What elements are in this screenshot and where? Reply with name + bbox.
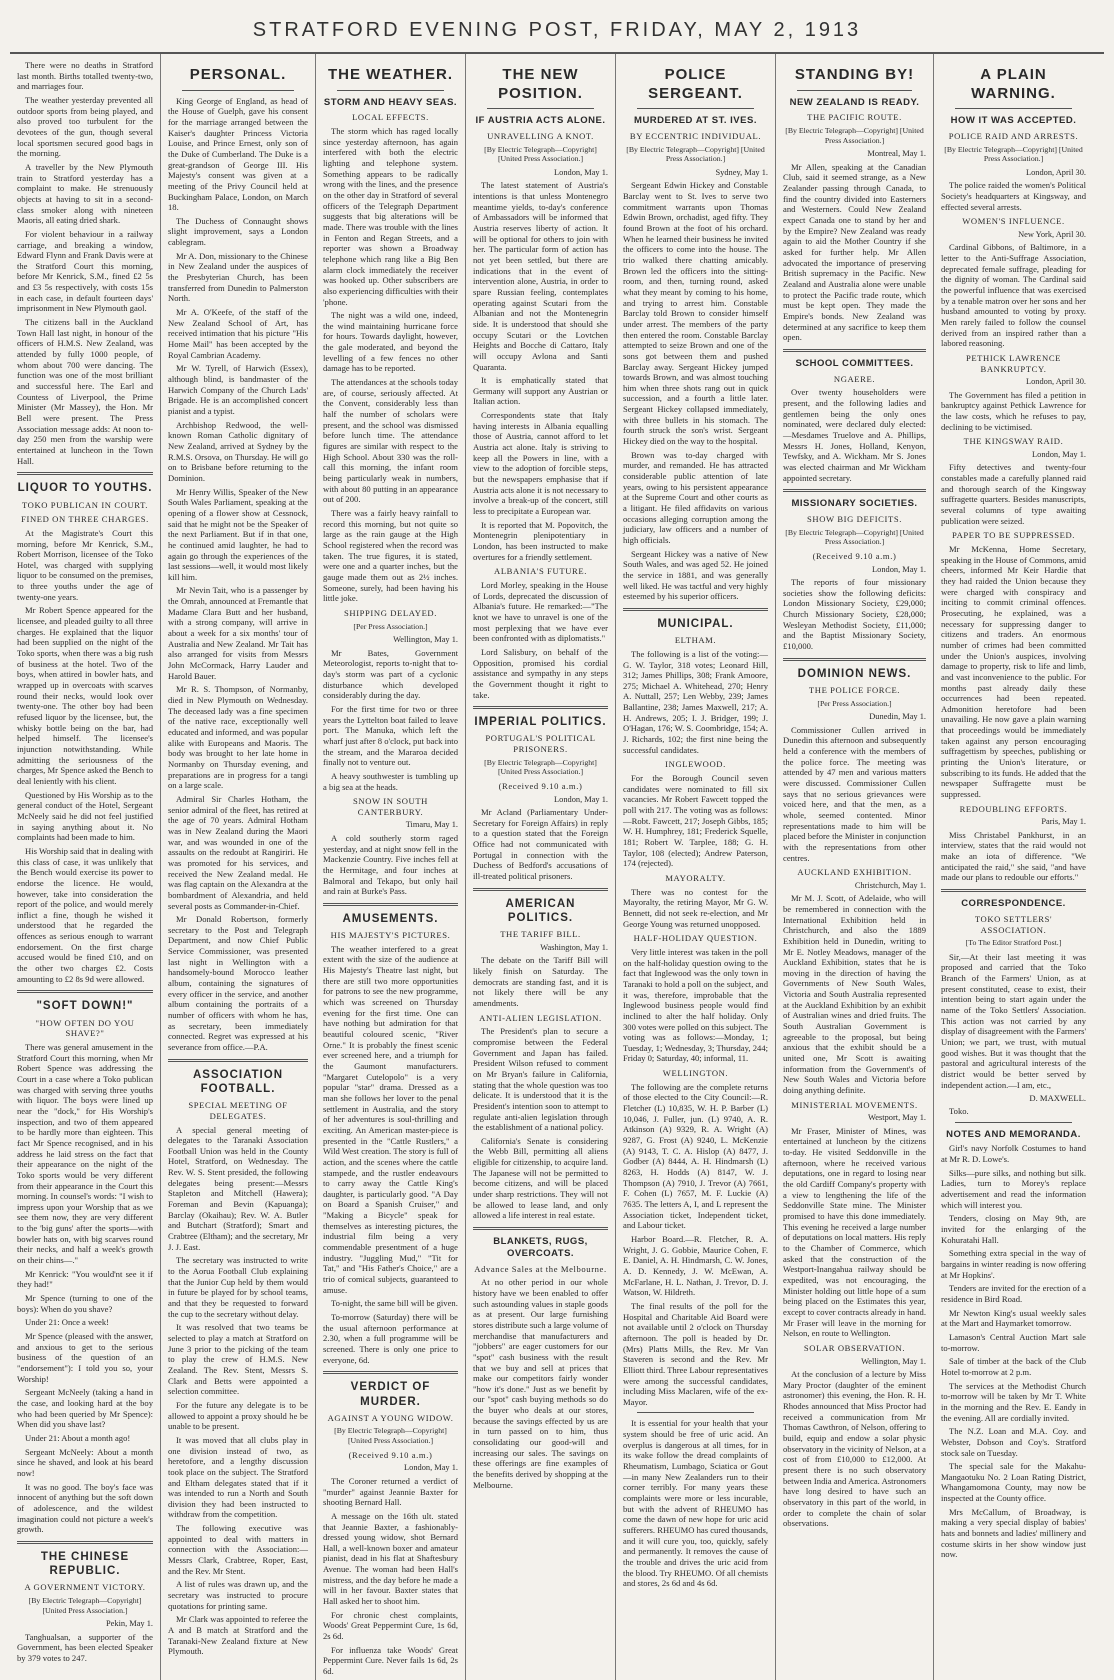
paragraph: The Coroner returned a verdict of "murder" against Jeannie Baxter for shooting Bernard Hall.	[323, 1475, 458, 1508]
received-time: (Received 9.10 a.m.)	[498, 781, 583, 792]
credit-line: [By Electric Telegraph—Copyright] [United Press Association.]	[484, 757, 597, 777]
paragraph: Under 21: Once a week!	[25, 1317, 109, 1328]
dateline: Westport, May 1.	[868, 1113, 926, 1123]
paragraph: The special sale for the Makahu-Mangaotuku No. 2 Loan Rating District, Whangamomona County, may now be inspected at the County office.	[941, 1461, 1086, 1504]
paragraph: For influenza take Woods' Great Peppermint Cure. Never fails 1s 6d, 2s 6d.	[323, 1644, 458, 1677]
subhead: MURDERED AT ST. IVES.	[634, 115, 757, 127]
subhead: HOW IT WAS ACCEPTED.	[950, 115, 1077, 127]
dateline: London, May 1.	[1032, 449, 1086, 459]
subhead: FINED ON THREE CHARGES.	[21, 514, 149, 525]
divider	[955, 108, 1072, 109]
subhead: NGAERE.	[833, 373, 876, 384]
paragraph: Brown was to-day charged with murder, and remanded. He has attracted considerable public attention of late years, owing to his persistent appearance at the Supreme Court and other courts as a litigant. He filed affidavits on various occasions alleging corruption among the judiciary, law officers and a number of high officials.	[623, 449, 768, 545]
paragraph: It is reported that M. Popovitch, the Montenegrin plenipotentiary in London, has been instructed to make overtures for a friendly settlement.	[473, 519, 608, 562]
paragraph: Mr Donald Robertson, formerly secretary to the Post and Telegraph Department, and now Chief Public Service Commissioner, was presented last night in Wellington with a handsomely-bound Morocco leather album, containing the signatures of every officer in the service, and another album containing the portraits of a number of officers with whom he has, as secretary, been immediately connected. Regret was expressed at his severance from office.—P.A.	[168, 914, 308, 1053]
subhead: POLICE RAID AND ARRESTS.	[948, 130, 1079, 141]
headline-amusements: AMUSEMENTS.	[342, 912, 439, 925]
divider	[323, 1371, 458, 1374]
subhead: SNOW IN SOUTH CANTERBURY.	[353, 796, 428, 817]
paragraph: It was moved that all clubs play in one division instead of two, as heretofore, and a lengthy discussion took place on the subject. The Stratford and Eltham delegates stated that if it was intended to run a North and South division they had been instructed to withdraw from the competition.	[168, 1434, 308, 1520]
paragraph: Miss Christabel Pankhurst, in an interview, states that the raid would not make an iota of difference. "We anticipated the raid," she said, "and have made our plans to redouble our efforts."	[941, 829, 1086, 883]
paragraph: Sir,—At their last meeting it was proposed and carried that the Toko Branch of the Farmers' Union, as at present constituted, cease to exist, their intention being to start again under the name of the Toko Settlers' Association. This action was not carried by any display of disagreement with the Farmers' Union; we part, we trust, with mutual good wishes. But it was thought that the pastoral and agricultural interests of the district would be better served by independent action.—I am, etc.,	[941, 951, 1086, 1090]
paragraph: The reports of four missionary societies show the following deficits: London Missionary Society, £29,000; Church Missionary Society, £28,000; Wesleyan Methodist Society, £11,000; and the Baptist Missionary Society, £10,000.	[783, 577, 926, 651]
paragraph: Sergeant Edwin Hickey and Constable Barclay went to St. Ives to serve two commitment warrants upon Thomas Edwin Brown, orchadist, aged fifty. They found Brown at the foot of his orchard. When he learned their business he invited the officers to come into the house. The trio walked there chatting amicably. Brown led the officers into the sitting-room, and then, turning round, asked what they meant by coming to his home, and trying to arrest him. Constable Barclay told Brown to consider himself under arrest. The members of the party then entered the room. Constable Barclay attempted to seize Brown and one of the sons got between them and pushed Barclay away. Sergeant Hickey jumped towards Brown, and was almost touching him when three shots rang out in quick succession, and a fourth a little later. Sergeant Hickey collapsed immediately, with three bullets in his stomach. The fourth struck the son's wrist. Sergeant Hickey died on the way to the hospital.	[623, 180, 768, 447]
paragraph: The citizens ball in the Auckland Town Hall last night, in honour of the officers of H.M.S. New Zealand, was attended by fully 1000 people, of whom about 700 were dancing. The function was one of the most brilliant and successful here. The Earl and Countess of Liverpool, the Prime Minister (Mr Massey), the Hon. Mr Bell were present. The Press Association message adds: At noon to-day 250 men from the warship were entertained at luncheon in the Town Hall.	[17, 317, 153, 466]
credit-line: [By Electric Telegraph—Copyright] [United Press Association.]	[785, 527, 924, 547]
paragraph: For violent behaviour in a railway carriage, and breaking a window, Edward Flynn and Frank Davis were at the Stratford Court this morning, before Mr Kenrick, S.M., fined £2 5s and £3 5s respectively, with costs 15s in each case, in default fourteen days' imprisonment in New Plymouth gaol.	[17, 228, 153, 314]
dateline: Dunedin, May 1.	[869, 712, 926, 722]
paragraph: Tenders, closing on May 9th, are invited for the enlarging of the Kohuratahi Hall.	[941, 1213, 1086, 1245]
paragraph: It is emphatically stated that Germany will support any Austrian or Italian action.	[473, 375, 608, 407]
paragraph: Admiral Sir Charles Hotham, the senior admiral of the fleet, has retired at the age of 70 years. Admiral Hotham was in New Zealand during the Maori war, and was wounded in one of the assaults on the redoubt at Rangiriri. He was promoted for his services, and received the New Zealand medal. He was flag captain on the Alexandra at the bombardment of Alexandria, and held several posts as Commander-in-Chief.	[168, 793, 308, 911]
divider	[941, 889, 1086, 892]
headline-imperial-politics: IMPERIAL POLITICS.	[474, 716, 607, 729]
paragraph: At the Magistrate's Court this morning, before Mr Kenrick, S.M., Robert Morrison, licensee of the Toko Hotel, was charged with supplying liquor to be consumed on the premises, to three youths under the age of twenty-one years.	[17, 527, 153, 602]
columns	[10, 54, 1104, 1677]
paragraph: A heavy southwester is tumbling up a big sea at the heads.	[323, 770, 458, 792]
column-5	[615, 54, 775, 1680]
subhead: WELLINGTON.	[662, 1068, 729, 1079]
column-4	[465, 54, 615, 1680]
paragraph: There was general amusement in the Stratford Court this morning, when Mr Robert Spence was addressing the Court in a case where a Toko publican was charged with serving three youths with liquor. The boys were lined up near the "dock," for His Worship's inspection, and two of them appeared to be hardly more than eighteen. This fact Mr Spence recognised, and in his address he laid stress on the fact that their appearance on the night of the Toko sports would be very different from their appearance in the Court this morning. In counsel's words: "I wish to impress upon your Worship that as we see them now, they are very different to the 'big guns' after the sports—with bowler hats on, with big scarves round their necks, and half a week's growth on their chins—."	[17, 1041, 153, 1266]
subhead: PAPER TO BE SUPPRESSED.	[951, 530, 1076, 541]
subhead: THE TARIFF BILL.	[500, 929, 581, 940]
paragraph: Sale of timber at the back of the Club Hotel to-morrow at 2 p.m.	[941, 1356, 1086, 1377]
dateline: Washington, May 1.	[540, 942, 608, 952]
paragraph: Lord Salisbury, on behalf of the Opposition, promised his cordial assistance and sympathy in any steps the Government thought it right to take.	[473, 646, 608, 700]
paragraph: Mr Robert Spence appeared for the licensee, and pleaded guilty to all three charges. He explained that the liquor had been supplied on the night of the Toko sports, when there was a big rush of business at the hotel. Two of the boys, when attired in bowler hats, and wrapped up in overcoats with scarves round their necks, would look over twenty-one. The other boy had been refused liquor by the licensee, but, the whisky bottle being on the bar, had helped himself. The licensee's injunction notwithstanding. While admitting the seriousness of the charges, Mr Spence asked the Bench to deal leniently with his client.	[17, 605, 153, 786]
received-time: (Received 9.10 a.m.)	[812, 550, 897, 561]
headline-personal: PERSONAL.	[189, 66, 287, 83]
paragraph: California's Senate is considering the Webb Bill, permitting all aliens eligible for citizenship, to acquire land. The Japanese will not be permitted to become citizens, and will be placed under sharp restrictions. They will not be allowed to lease land, and only allowed a life interest in real estate.	[473, 1135, 608, 1221]
paragraph: King George of England, as head of the House of Guelph, gave his consent for the marriage arranged between the Kaiser's daughter Princess Victoria Louise, and Prince Ernest, only son of the Duke of Cumberland. The Duke is a great-grandson of George III. His Majesty's consent was given at a meeting of the Privy Council held at Buckingham Palace, London, on March 18.	[168, 95, 308, 213]
paragraph: Harbor Board.—R. Fletcher, R. A. Wright, J. G. Gobbie, Maurice Cohen, F. E. Daniel, A. H. Hindmarsh, C. W. Jones, A. D. Kennedy, J. W. McEwan, A. McFarlane, H. L. Nathan, J. Trevor, D. J. Watson, W. Hildreth.	[623, 1233, 768, 1298]
divider	[797, 90, 912, 91]
headline-liquor: LIQUOR TO YOUTHS.	[17, 482, 153, 495]
paragraph: Cardinal Gibbons, of Baltimore, in a letter to the Anti-Suffrage Association, deprecated female suffrage, pleading for the dignity of woman. The Cardinal said the powerful influence that was exercised by a tenable matron over her sons and her husband amounted to voting by proxy. Men rarely failed to follow the counsel derived from an inspired rather than a labored reasoning.	[941, 242, 1086, 349]
dateline: London, May 1.	[554, 167, 608, 177]
divider	[637, 108, 754, 109]
paragraph: Mr Clark was appointed to referee the A and B match at Stratford and the Taranaki-New Zealand fixture at New Plymouth.	[168, 1614, 308, 1657]
paragraph: Tanghualsan, a supporter of the Government, has been elected Speaker by 379 votes to 247.	[17, 1631, 153, 1664]
paragraph: The attendances at the schools today are, of course, seriously affected. At the Convent, considerably less than half the number of scholars were present, and the school was dismissed before lunch time. The attendance figures are similar with respect to the High School. About 330 was the roll-call this morning, the infant room being particularly weak in numbers, with about 80 putting in an appearance out of 200.	[323, 377, 458, 505]
subhead: LOCAL EFFECTS.	[352, 112, 429, 123]
paragraph: Sergeant McNeely: About a month since he shaved, and look at his beard now!	[17, 1446, 153, 1478]
headline-school-committees: SCHOOL COMMITTEES.	[795, 357, 914, 369]
subhead: INGLEWOOD.	[665, 759, 726, 770]
dateline: London, May 1.	[872, 564, 926, 574]
paragraph: The services at the Methodist Church to-morrow will be taken by Mr T. White in the morning and the Rev. E. Eandy in the evening. All are cordially invited.	[941, 1380, 1086, 1423]
subhead: HIS MAJESTY'S PICTURES.	[330, 930, 451, 941]
divider	[17, 990, 153, 993]
paragraph: Mr Spence (pleased with the answer, and anxious to get to the serious business of the question of an "endorsement"): I told you so, your Worship!	[17, 1331, 153, 1384]
dateline: Wellington, May 1.	[861, 1356, 926, 1366]
masthead	[10, 8, 1104, 54]
headline-dominion-news: DOMINION NEWS.	[797, 667, 912, 680]
dateline: Montreal, May 1.	[867, 149, 926, 159]
credit-line: [Per Press Association.]	[353, 621, 428, 631]
headline-american-politics: AMERICAN POLITICS.	[505, 897, 576, 924]
headline-plain-warning: A PLAIN WARNING.	[971, 66, 1056, 102]
paragraph: Under 21: About a month ago!	[25, 1432, 131, 1443]
paragraph: Mr A. O'Keefe, of the staff of the New Zealand School of Art, has received intimation that his picture "His Home Mail" has been accepted by the Royal Cambrian Academy.	[168, 307, 308, 360]
dateline: Pekin, May 1.	[106, 1619, 153, 1629]
paragraph: Commissioner Cullen arrived in Dunedin this afternoon and subsequently held a conference with the members of the police force. The meeting was attended by 47 men and various matters were discussed. Commissioner Cullen says that no serious grievances were voiced here, and that the men, as a whole, seemed contented. Minor representations made to him will be placed before the Minister in conjunction with the representations from other centres.	[783, 724, 926, 863]
dateline: Wellington, May 1.	[393, 635, 458, 645]
divider	[473, 706, 608, 709]
paragraph: Mr M. J. Scott, of Adelaide, who will be remembered in connection with the International Exhibition held in Christchurch, and also the 1889 Exhibition held in Dunedin, writing to Mr E. Notley Meadows, manager of the Auckland Exhibition, states that he is moving in the direction of having the Governments of New South Wales, Victoria and South Australia represented at the Auckland Exhibition by an exhibit of Australian wines and dried fruits. The South Australian Government is agreeable to the proposal, but being anxious that the exhibit should be a united one, Mr Scott is awaiting information from the Government's of New South Wales and Victoria before doing anything definite.	[783, 893, 926, 1096]
paragraph: The President's plan to secure a compromise between the Federal Government and Japan has failed. President Wilson refused to comment on Mr Bryan's failure in California, stating that the whole question was too delicate. It is understood that it is the President's intention soon to attempt to regulate anti-alien legislation through the establishment of a national policy.	[473, 1026, 608, 1133]
subhead: PORTUGAL'S POLITICAL PRISONERS.	[485, 733, 596, 755]
paragraph: The following is a list of the voting:—G. W. Taylor, 318 votes; Leonard Hill, 312; James Phillips, 308; Frank Amoore, 275; Michael A. Whitehead, 270; Henry A. Nuttall, 257; Len Webby, 239; James Ballantine, 238; James Maxwell, 217; A. H. Andrews, 205; I. J. Bridger, 199; J. O'Hagan, 176; W. S. Coombridge, 154; A. J. Richards, 102; the first nine being the successful candidates.	[623, 648, 769, 755]
paragraph: Silks—pure silks, and nothing but silk. Ladies, turn to Morey's replace advertisement and read the information which will interest you.	[941, 1167, 1086, 1210]
paragraph: Mr W. Tyrell, of Harwich (Essex), although blind, is bandmaster of the Harwich Company of the Church Lads' Brigade. He is an accomplished concert pianist and a typist.	[168, 363, 308, 416]
paragraph: Something extra special in the way of bargains in winter reading is now offering at Mr Hopkins'.	[941, 1248, 1086, 1280]
subhead: TOKO PUBLICAN IN COURT.	[21, 499, 149, 510]
paragraph: There was a fairly heavy rainfall to record this morning, but not quite so large as the rain gauge at the High School registered when the record was taken. The true figures, it is stated, were one and a quarter inches, but the gauge made them out as 2½ inches. Someone, surely, had been having his little joke.	[323, 507, 458, 604]
dateline: New York, April 30.	[1018, 229, 1086, 239]
paragraph: For the Borough Council seven candidates were nominated to fill six vacancies. Mr Robert Fawcett topped the poll with 217. The voting was as follows:—Robt. Fawcett, 217; Joseph Gibbs, 185; W. H. Humphrey, 181; Frederick Squelle, 181; Robert W. Tarplee, 188; G. H. Taylor, 108 (elected); Andrew Paterson, 174 (rejected).	[623, 773, 768, 869]
divider	[323, 903, 458, 906]
divider	[337, 90, 444, 91]
headline-correspondence: CORRESPONDENCE.	[961, 898, 1066, 910]
divider	[955, 1122, 1072, 1123]
masthead-title: STRATFORD EVENING POST, FRIDAY, MAY 2, 1913	[252, 18, 862, 41]
paragraph: Fifty detectives and twenty-four constables made a carefully planned raid and thorough search of the Kingsway suffragette quarters. Besides manuscripts, several columns of type awaiting publication were seized.	[941, 462, 1086, 526]
paragraph: Mr McKenna, Home Secretary, speaking in the House of Commons, amid cheers, informed Mr Keir Hardie that they had raided the Union because they were charged with conspiracy and inciting to commit criminal offences. Prosecuting, he explained, was a necessary for suppressing danger to citizens and traders. An enormous number of crimes had been committed under the Union's auspices, involving damage to property, risk to life and limb, and vast inconvenience to the public. For months past already daily these occurrences had been repeated. Admonition heretofore had been unavailing. He now gave a plain warning that proceedings would be immediately taken against any person encouraging suffragettism by speeches, publishing or printing the Union's literature, or subscribing to its funds. He added that the newspaper Suffragette must be suppressed.	[941, 543, 1086, 800]
column-1	[10, 54, 160, 1680]
received-time: (Received 9.10 a.m.)	[348, 1449, 433, 1460]
paragraph: Mr A. Don, missionary to the Chinese in New Zealand under the auspices of the Presbyterian Church, has been transferred from Dunedin to Palmerston North.	[168, 250, 308, 304]
paragraph: To-morrow (Saturday) there will be the usual afternoon performance at 2.30, when a full programme will be screened. There is only one price to everyone, 6d.	[323, 1312, 458, 1365]
headline-blankets-rugs-overcoats: BLANKETS, RUGS, OVERCOATS.	[493, 1236, 588, 1259]
paragraph: The weather interfered to a great extent with the size of the audience at His Majesty's Theatre last night, but there are still two more opportunities for patrons to see the new programme, which was screened on Thursday evening for the first time. One can have nothing but admiration for that beautiful coloured scenic, "River Orne." It is probably the finest scenic ever screened here, and a triumph for the Gaumont manufacturers. "Margaret Cutelopolo" is a very popular "star" drama. Dressed as a man she follows her lover to the penal settlement in Australia, and the story of her adventures is soul-thrilling and exciting. An American master-piece is presented in the "Cattle Rustlers," a Wild West creation. The story is full of action, and the scenes where the cattle stampede, and the rustler endeavours to carry away the Cattle King's daughter, is particularly good. "A Day on Board a Spanish Cruiser," and "Making a Bicycle" speak for themselves as interesting pictures, the industrial film being a very commendable presentment of a huge industry. "Juggling Mud," "Tit for Tat," and "His Father's Choice," are a trio of comical subjects, guaranteed to amuse.	[323, 943, 458, 1295]
paragraph: Mr Fraser, Minister of Mines, was entertained at luncheon by the citizens to-day. He visited Seddonville in the afternoon, where he received various deputations, one in regard to losing near the old Cardiff Company's property with a view to lengthening the life of the Seddonville State mine. The Minister promised to have this done immediately. This evening he received a large number of deputations on local matters. His reply to the Chamber of Commerce, which asked that the construction of the Westport-Inangahua railway should be expedited, was not encouraging, the Minister holding out little hope of a sum being placed on the Estimates this year, except to cover contracts already in hand. Mr Fraser will leave in the morning for Nelson, en route to Wellington.	[783, 1125, 926, 1339]
headline-new-position: THE NEW POSITION.	[498, 66, 583, 102]
paragraph: The weather yesterday prevented all outdoor sports from being played, and also proved too turbulent for the devotees of the gun, though several local sportsmen secured good bags in the morning.	[17, 94, 153, 159]
paragraph: There were no deaths in Stratford last month. Births totalled twenty-two, and marriages four.	[17, 60, 153, 92]
paragraph: The police raided the women's Political Society's headquarters at Kingsway, and effected several arrests.	[941, 180, 1086, 212]
paragraph: Lamason's Central Auction Mart sale to-morrow.	[941, 1331, 1086, 1353]
subhead: Advance Sales at the Melbourne.	[474, 1263, 607, 1274]
paragraph: Archbishop Redwood, the well-known Roman Catholic dignitary of New Zealand, arrived at Sydney by the R.M.S. Orsova, on Thursday. He will go on to Brisbane before returning to the Dominion.	[168, 419, 308, 483]
subhead: UNRAVELLING A KNOT.	[487, 130, 594, 141]
headline-chinese-republic: THE CHINESE REPUBLIC.	[40, 1550, 130, 1578]
paragraph: Mr R. S. Thompson, of Normanby, died in New Plymouth on Wednesday. The deceased lady was a fine specimen of the native race, exceptionally well educated and informed, and was popular alike with Europeans and Maoris. The body was brought to her late home in Normanby on Thursday evening, and preparations are in progress for a tangi on a large scale.	[168, 684, 308, 791]
paragraph: For the future any delegate is to be allowed to appoint a proxy should he be unable to be present.	[168, 1399, 308, 1432]
paragraph: A traveller by the New Plymouth train to Stratford yesterday has a complaint to make. He strenuously objects at having to sit in a second-class smoker along with nineteen Maoris, all eating dried shark.	[17, 161, 153, 226]
paragraph: The secretary was instructed to write to the Aorua Football Club explaining that the Junior Cup held by them would in future be played for by school teams, and that they be requested to forward the cup to the secretary without delay.	[168, 1255, 308, 1319]
paragraph: The N.Z. Loan and M.A. Coy. and Webster, Dobson and Coy's. Stratford stock sale on Tuesday.	[941, 1426, 1086, 1458]
subhead: WOMEN'S INFLUENCE.	[962, 216, 1065, 227]
paragraph: It was no good. The boy's face was innocent of anything but the soft down of adolescence, and the wildest imagination could not picture a week's growth.	[17, 1481, 153, 1535]
paragraph: Mr Bates, Government Meteorologist, reports to-night that to-day's storm was part of a cyclonic disturbance which developed considerably during the day.	[323, 647, 458, 701]
paragraph: It was resolved that two teams be selected to play a match at Stratford on June 3 prior to the picking of the team to play the crew of H.M.S. New Zealand. The Rev. Stent, Messrs S. Clark and Betts were appointed a selection committee.	[168, 1322, 308, 1397]
credit-line: [Per Press Association.]	[817, 698, 892, 708]
paragraph: For chronic chest complaints, Woods' Great Peppermint Cure, 1s 6d, 2s 6d.	[323, 1609, 458, 1642]
paragraph: Very little interest was taken in the poll on the half-holiday question owing to the fact that Inglewood was the only town in Taranaki to hold a poll on the subject, and it was, therefore, improbable that the Inglewood business people would find inclined to alter the half holiday. Only 300 votes were polled on this subject. The voting was as follows:—Monday, 1; Tuesday, 1; Wednesday, 3; Thursday, 244; Friday 0; Saturday, 40; informal, 11.	[623, 946, 768, 1064]
paragraph: The Duchess of Connaught shows slight improvement, says a London cablegram.	[168, 215, 308, 248]
paragraph: Mr Henry Willis, Speaker of the New South Wales Parliament, speaking at the opening of a flower show at Cessnock, said that he might not be the Speaker of the next Parliament. But if in that one, he continued amid laughter, he had to again go through the experiences of the last sessions—well, it would most likely kill him.	[168, 486, 308, 582]
paragraph: To-night, the same bill will be given.	[331, 1298, 458, 1309]
divider	[182, 90, 294, 91]
subhead: AUCKLAND EXHIBITION.	[797, 867, 912, 878]
headline-missionary-societies: MISSIONARY SOCIETIES.	[791, 498, 918, 510]
signature: D. MAXWELL.	[1029, 1093, 1086, 1104]
paragraph: Sergeant McNeely (taking a hand in the case, and looking hard at the boy who had been queried by Mr Spence): When did you shave last?	[17, 1387, 153, 1430]
paragraph: The latest statement of Austria's intentions is that unless Montenegro meantime yields, to-day's conference of Ambassadors will be informed that Austria reserves liberty of action. It will be optional for others to join with her. The particular form of action has not yet been settled, but there are indications that in the event of intervention alone, Austria, in order to spare Russian feeling, contemplates operating against Scutari from the Albanian and not the Montenegrin side. It is understood that should she occupy Scutari or the Lovtchen Heights and Bocche di Cattaro, Italy will occupy Avlona and Santi Quaranta.	[473, 180, 608, 372]
divider	[17, 1541, 153, 1544]
column-7	[933, 54, 1093, 1680]
paragraph: The following are the complete returns of those elected to the City Council:—R. Fletcher (L) 10,835, W. H. P. Barber (L) 10,046, J. Fuller, jun. (L) 9740, A. R. Atkinson (A) 9329, R. A. Wright (A) 9287, G. Frost (A) 9240, L. McKenzie (A) 9143, T. C. A. Hislop (A) 8477, J. Godber (A) 8444, A. H. Hindmarsh (L) 8263, H. Hodds (A) 8147, W. J. Thompson (A) 7910, J. Trevor (A) 7661, F. Cohen (L) 7657, M. F. Luckie (A) 7635. The letters A, I, and L represent the Association ticket, Independent ticket, and Labour ticket.	[623, 1081, 768, 1231]
dateline: London, May 1.	[554, 794, 608, 804]
subhead: THE PACIFIC ROUTE.	[807, 112, 902, 123]
subhead: BY ECCENTRIC INDIVIDUAL.	[629, 130, 762, 141]
paragraph: Mr Newton King's usual weekly sales at the Mart and Haymarket tomorrow.	[941, 1307, 1086, 1329]
subhead: THE POLICE FORCE.	[808, 684, 901, 695]
paragraph: His Worship said that in dealing with this class of case, it was unlikely that the Bench would exercise its power to endorse the licence. He would, however, take into consideration the report of the police, and would merely inflict a fine, though he wished it understood that he regarded the offences as serious enough to warrant endorsement. On the first charge accused would be fined £10, and on the other two charges £2. Costs amounting to £2 8s 9d were allowed.	[17, 845, 153, 984]
paragraph: The Government has filed a petition in bankruptcy against Pethick Lawrence for the law costs, which he refuses to pay, declining to be victimised.	[941, 389, 1086, 432]
dateline: Paris, May 1.	[1041, 817, 1086, 827]
headline-municipal: MUNICIPAL.	[657, 617, 734, 630]
paragraph: It is essential for your health that your system should be free of uric acid. An overplus is dangerous at all times, for in its wake follow the dread complaints of Rheumatism, Lumbago, Sciatica or Gout—in many New Zealanders run to their corner terribly. For many years these complaints were more or less incurable, but with the advent of RHEUMO has come the dawn of new hope for uric acid sufferers. RHEUMO has cured thousands, and it will cure you, too, quickly, safely and permanently. It removes the cause of the trouble and drives the uric acid from the blood. Try RHEUMO. Of all chemists and stores, 2s 6d and 4s 6d.	[623, 1418, 768, 1589]
paragraph: Mr Kenrick: "You would'nt see it if they had!"	[17, 1268, 153, 1290]
credit-line: [By Electric Telegraph—Copyright] [United Press Association.]	[785, 126, 924, 145]
paragraph: Girl's navy Norfolk Costumes to hand at Mr R. D. Lowe's.	[941, 1143, 1086, 1165]
divider	[783, 658, 926, 661]
paragraph: Questioned by His Worship as to the general conduct of the Hotel, Sergeant McNeely said he did not feel justified in saying anything about it. No complaints had been made to him.	[17, 789, 153, 843]
headline-weather: THE WEATHER.	[327, 66, 454, 83]
divider	[637, 1412, 754, 1413]
column-3	[315, 54, 465, 1680]
divider	[473, 1227, 608, 1230]
paragraph: A special general meeting of delegates to the Taranaki Association Football Union was held in the County Hotel, Stratford, on Wednesday. The Rev. W. S. Stent presided, the following delegates being present:—Messrs Stapleton and Mitchell (Hawera); Foreman and Bevin (Kapuanga); Barclay (Okaihau); Rev. W. A. Butler and Butchart (Stratford); Smart and Crabtree (Eltham); and the secretary, Mr J. J. East.	[168, 1124, 308, 1252]
divider	[17, 472, 153, 475]
subhead: SOLAR OBSERVATION.	[803, 1342, 906, 1353]
subhead: SHIPPING DELAYED.	[344, 607, 437, 618]
dateline: Christchurch, May 1.	[854, 880, 926, 890]
dateline: Timaru, May 1.	[405, 820, 458, 830]
subhead: AGAINST A YOUNG WIDOW.	[327, 1412, 454, 1423]
dateline: Sydney, May 1.	[715, 167, 768, 177]
subhead: HALF-HOLIDAY QUESTION.	[633, 933, 758, 944]
credit-line: [By Electric Telegraph—Copyright] [United Press Association.]	[28, 1596, 142, 1615]
paragraph: Mrs McCallum, of Broadway, is making a very special display of babies' hats and bonnets and ladies' millinery and costume skirts in her show window just now.	[941, 1506, 1086, 1560]
credit-line: [By Electric Telegraph—Copyright] [United Press Association.]	[484, 144, 597, 164]
credit-line: [By Electric Telegraph—Copyright] [United Press Association.]	[334, 1426, 447, 1446]
divider	[473, 888, 608, 891]
subhead: IF AUSTRIA ACTS ALONE.	[475, 115, 606, 127]
headline-verdict-of-murder: VERDICT OF MURDER.	[350, 1381, 431, 1408]
subhead: TOKO SETTLERS' ASSOCIATION.	[974, 913, 1053, 935]
subhead: SPECIAL MEETING OF DELEGATES.	[188, 1100, 288, 1121]
paragraph: The night was a wild one, indeed, the wind maintaining hurricane force for hours. Towards daylight, however, the gale moderated, and beyond the levelling of a few fences no other damage has to be reported.	[323, 310, 458, 374]
subhead: MAYORALTY.	[665, 872, 726, 883]
subhead: PETHICK LAWRENCE BANKRUPTCY.	[965, 352, 1062, 374]
paragraph: A cold southerly storm raged yesterday, and at night snow fell in the Mackenzie Country. Five inches fell at the Hermitage, and four inches at Balmoral and Tekapo, but only hail and rain at Burke's Pass.	[323, 832, 458, 897]
paragraph: For the first time for two or three years the Lyttelton boat failed to leave port. The Manuka, which left the wharf just after 8 o'clock, put back into the stream, and the Mararoa decided finally not to venture out.	[323, 703, 458, 768]
paragraph: The final results of the poll for the Hospital and Charitable Aid Board were not available until 2 o'clock on Thursday afternoon. The poll is headed by Dr. (Mrs) Platts Mills, the Rev. Mr Van Staveren is second and the Rev. Mr Elliott third. Three Labour representatives were among the successful candidates, including Miss Maclaren, wife of the ex-Mayor.	[623, 1300, 768, 1407]
paragraph: Mr Acland (Parliamentary Under-Secretary for Foreign Affairs) in reply to a question stated that the Foreign Office had not communicated with Portugal in connection with the Duchess of Bedford's accusations of ill-treated political prisoners.	[473, 807, 608, 882]
paragraph: Mr Spence (turning to one of the boys): When do you shave?	[17, 1293, 153, 1314]
paragraph: Tenders are invited for the erection of a residence in Bird Road.	[941, 1283, 1086, 1304]
paragraph: Over twenty householders were present, and the following ladies and gentlemen being the only ones nominated, were declared duly elected:—Mesdames Truelove and A. Phillips, Messrs H. Jones, Holland, Kenyon, Tewfsky, and A. Wickham. Mr S. Jones was elected chairman and Mr Wickham appointed secretary.	[783, 387, 926, 483]
subhead: "HOW OFTEN DO YOU SHAVE?"	[35, 1017, 135, 1039]
paragraph: At no other period in our whole history have we been enabled to offer such astounding values in staple goods as at present. Our large furnishing stores distribute such a large volume of merchandise that manufacturers and "jobbers" are eager customers for our "spot" cash business with the result that we buy and sell at prices that make our competitors fairly wonder "how it's done." Just as we benefit by our "spot" cash buying methods so do the buyer who deals at our stores, because the savings effected by us are in turn passed on to him, thus consolidating our good-will and increasing our sales. The savings on these offerings are fine examples of the benefits derived by shopping at the Melbourne.	[473, 1277, 608, 1490]
paragraph: A list of rules was drawn up, and the secretary was instructed to procure quotations for printing same.	[168, 1579, 308, 1611]
divider	[623, 608, 768, 611]
column-6	[775, 54, 933, 1680]
credit-line: [By Electric Telegraph—Copyright] [United Press Association.]	[944, 144, 1083, 164]
paragraph: Lord Morley, speaking in the House of Lords, deprecated the discussion of Albania's future. He remarked:—"The knot we have to unravel is one of the most perplexing that we have ever been confronted with as diplomatists."	[473, 579, 608, 644]
subhead: THE KINGSWAY RAID.	[963, 436, 1064, 447]
place-line: Toko.	[949, 1106, 969, 1117]
divider	[783, 349, 926, 352]
dateline: London, April 30.	[1025, 377, 1086, 387]
headline-notes-and-memoranda: NOTES AND MEMORANDA.	[946, 1128, 1081, 1140]
subhead: NEW ZEALAND IS READY.	[789, 96, 920, 108]
subhead: ALBANIA'S FUTURE.	[494, 566, 587, 577]
paragraph: Mr Allen, speaking at the Canadian Club, said it seemed strange, as a New Zealander passing through Canada, to find the country divided into Easterners and Westerners. Could New Zealand expect Canada one to stand by her and by the Empire? New Zealand was ready again to aid the Mother Country if she asked for further help. Mr Allen advocated the importance of preserving British supremacy in the Pacific. New Zealand and Australia alone were unable to protect the Pacific trade route, which must be kept open. They made the Empire's bonds. New Zealand was determined at any sacrifice to keep them open.	[783, 161, 926, 343]
paragraph: Mr Nevin Tait, who is a passenger by the Omrah, announced at Fremantle that Madame Clara Butt and her husband, with a strong company, will arrive in about a week for a six months' tour of Australia and New Zealand. Mr Tait has also arranged for visits from Messrs John McCormack, Harry Lauder and Harold Bauer.	[168, 585, 308, 681]
paragraph: A message on the 16th ult. stated that Jeannie Baxter, a fashionably-dressed young widow, shot Bernard Hall, a well-known boxer and amateur pianist, dead in his flat at Shaftesbury Avenue. The woman had been Hall's mistress, and the day before he made a will in her favour. Baxter states that Hall asked her to shoot him.	[323, 1510, 458, 1607]
headline-police-sergeant: POLICE SERGEANT.	[648, 66, 743, 102]
paragraph: At the conclusion of a lecture by Miss Mary Proctor (daughter of the eminent astronomer) this evening, the Hon. R. H. Rhodes announced that Miss Proctor had received a communication from Mr Thomas Cawthron, of Nelson, offering to build, equip and endow a solar physic observatory in the vicinity of Nelson, at a cost of from £10,000 to £12,000. At present there is no such observatory between India and America. Astronomers have long desired to have such an observatory in this part of the world, in order to complete the chain of solar observations.	[783, 1368, 926, 1529]
subhead: MINISTERIAL MOVEMENTS.	[791, 1099, 918, 1110]
column-2	[160, 54, 315, 1680]
dateline: London, April 30.	[1025, 167, 1086, 177]
subhead: ELTHAM.	[674, 635, 717, 646]
credit-line: [By Electric Telegraph—Copyright] [United Press Association.]	[626, 144, 765, 164]
paragraph: The debate on the Tariff Bill will likely finish on Saturday. The democrats are standing fast, and it is not likely there will be any amendments.	[473, 955, 608, 1008]
dateline: London, May 1.	[404, 1463, 458, 1473]
to-editor-line: [To The Editor Stratford Post.]	[965, 938, 1062, 948]
paragraph: Correspondents state that Italy having interests in Albania equalling those of Austria, cannot afford to let Austria act alone. Italy is striving to keep all the Powers in line, with a view to the adoption of forcible steps, but the newspapers emphasise that if Austria acts alone it is not necessary to involve a break-up of the concert, still less to precipitate a European war.	[473, 410, 608, 517]
headline-soft-down: "SOFT DOWN!"	[36, 1000, 134, 1013]
divider	[783, 489, 926, 492]
subhead: REDOUBLING EFFORTS.	[959, 803, 1068, 814]
paragraph: The following executive was appointed to deal with matters in connection with the Association:—Messrs Clark, Crabtree, Roper, East, and the Rev. Mr Stent.	[168, 1523, 308, 1576]
headline-association-football: ASSOCIATION FOOTBALL.	[192, 1068, 283, 1095]
headline-standing-by: STANDING BY!	[794, 66, 915, 83]
subhead: A GOVERNMENT VICTORY.	[24, 1582, 146, 1593]
paragraph: Sergeant Hickey was a native of New South Wales, and was aged 52. He joined the service in 1881, and was generally well liked. He was tactful and very highly esteemed by his superior officers.	[623, 548, 768, 602]
divider	[487, 108, 594, 109]
subhead: STORM AND HEAVY SEAS.	[323, 96, 458, 108]
paragraph: There was no contest for the Mayoralty, the retiring Mayor, Mr G. W. Bennett, did not seek re-election, and Mr George Young was returned unopposed.	[623, 886, 768, 929]
divider	[168, 1059, 308, 1062]
subhead: SHOW BIG DEFICITS.	[807, 514, 902, 524]
paragraph: The storm which has raged locally since yesterday afternoon, has again interfered with both the electric lighting and telephone system. Something appears to be radically wrong with the lines, and the presence on the other day in Stratford of several officers of the Telegraph Department suggests that big alterations will be made. There was trouble with the lines in Fenton and Regan Streets, and a reporter was shown a Broadway telephone which rang like a Big Ben alarm clock immediately the receiver was hooked up. Other subscribers are also experiencing difficulties with their 'phone.	[323, 126, 458, 307]
subhead: ANTI-ALIEN LEGISLATION.	[479, 1012, 602, 1023]
